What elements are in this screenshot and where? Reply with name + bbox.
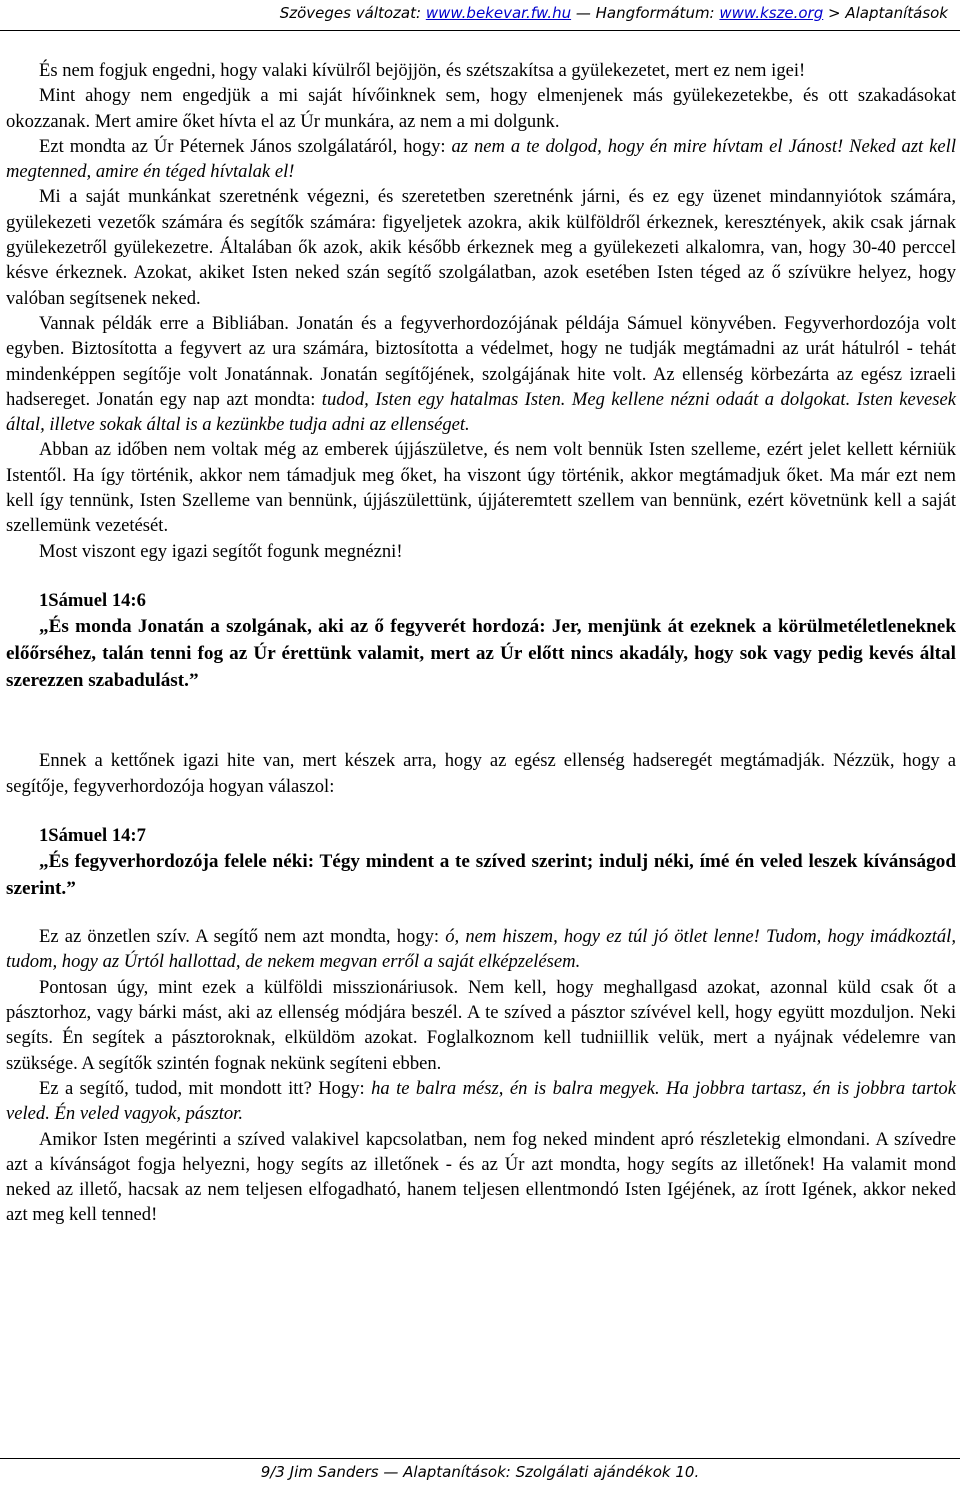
footer-rule [0, 1458, 960, 1459]
paragraph-11 [6, 1076, 956, 1127]
header-prefix: Szöveges változat: [279, 4, 426, 22]
page-header [0, 0, 960, 30]
paragraph-11-quote: ha te balra mész, én is balra megyek. Ha jobbra tartasz, én is jobbra tartok veled. Én veled vagyok, pásztor. [6, 1077, 956, 1125]
spacer [6, 694, 956, 748]
scripture-quote-1: „És monda Jonatán a szolgának, aki az ő fegyverét hordozá: Jer, menjünk át ezeknek a körülmetéletleneknek előőrséhez, talán tenni fog az Úr érettünk valamit, mert az Úr előtt nincs akadály, hogy sok vagy pedig kevés által szerezzen szabadulást.” [6, 616, 956, 692]
paragraph-1: És nem fogjuk engedni, hogy valaki kívülről bejöjjön, és szétszakítsa a gyülekezetet, mert ez nem igei! [39, 60, 806, 81]
scripture-quote-2: „És fegyverhordozója felele néki: Tégy mindent a te szíved szerint; indulj néki, ímé én veled leszek kívánságod szerint.” [6, 851, 956, 900]
paragraph-10: Pontosan úgy, mint ezek a külföldi misszionáriusok. Nem kell, hogy meghallgasd azokat, azonnal küld csak őt a pásztorhoz, vagy bárki mást, aki az ellenség módjára beszél. A te szíved a pásztor szívével kell, hogy együtt mozduljon. Neki segíts. Én segítek a pásztoroknak, elküldöm azokat. Foglalkoznom kell tudniillik velük, mert a nyájnak védelemre van szüksége. A segítők szintén fognak nekünk segíteni ebben. [6, 976, 956, 1074]
ksze-link[interactable]: www.ksze.org [719, 4, 824, 22]
paragraph-2: Mint ahogy nem engedjük a mi saját hívőinknek sem, hogy elmenjenek más gyülekezetekbe, és ott szakadásokat okozzanak. Mert amire őket hívta el az Úr munkára, az nem a mi dolgunk. [6, 85, 956, 132]
paragraph-9-text: Ez az önzetlen szív. A segítő nem azt mondta, hogy: [39, 926, 446, 948]
document-body [6, 58, 956, 1228]
paragraph-5 [6, 311, 956, 437]
paragraph-5-quote: tudod, Isten egy hatalmas Isten. Meg kellene nézni odaát a dolgokat. Isten kevesek által, illetve sokak által is a kezünkbe tudja adni az ellenséget. [6, 388, 956, 436]
paragraph-5-text: Vannak példák erre a Bibliában. Jonatán és a fegyverhordozójának példája Sámuel könyvében. Fegyverhordozója volt egyben. Biztosította a fegyvert az ura számára, biztosította a védelmet, hogy ne tudják megtámadni az urát hátulról - tehát mindenképpen segítője volt Jonatánnak. Jonatán segítőjének, szolgájának hite volt. Az ellenség körbezárta az egész izraeli hadsereget. Jonatán egy nap azt mondta: [6, 312, 956, 410]
paragraph-3-quote: az nem a te dolgod, hogy én mire hívtam el Jánost! Neked azt kell megtenned, amire én téged hívtalak el! [6, 135, 956, 183]
bekevar-link[interactable]: www.bekevar.fw.hu [425, 4, 572, 22]
paragraph-9 [6, 924, 956, 975]
page-footer [0, 1462, 960, 1482]
header-rule [0, 30, 960, 31]
paragraph-12: Amikor Isten megérinti a szíved valakivel kapcsolatban, nem fog neked mindent apró részletekig elmondani. A szívedre azt a kívánságot fogja helyezni, hogy segíts az illetőnek - és az Úr azt mondta, hogy segíts az illetőnek! Ha valamit mond neked az illető, hacsak az nem teljesen elfogadható, hanem teljesen ellentmondó Isten Igéjének, az írott Igének, akkor neked azt meg kell tenned! [6, 1128, 956, 1226]
scripture-ref-1: 1Sámuel 14:6 [39, 589, 146, 611]
paragraph-8: Ennek a kettőnek igazi hite van, mert készek arra, hogy az egész ellenség hadseregét megtámadják. Nézzük, hogy a segítője, fegyverhordozója hogyan válaszol: [6, 750, 956, 797]
paragraph-3-text: Ezt mondta az Úr Péternek János szolgálatáról, hogy: [39, 135, 452, 157]
paragraph-6: Abban az időben nem voltak még az emberek újjászületve, és nem volt bennük Isten szelleme, ezért jelet kellett kérniük Istentől. Ha így történik, akkor nem támadjuk meg őket, ha viszont úgy történik, akkor megtámadjuk őket. Ma már ezt nem kell így tennünk, Isten Szelleme van bennünk, újjászülettünk, újjáteremtett szellem van bennünk, ezért követnünk kell a saját szellemünk vezetését. [6, 439, 956, 537]
footer-text: 9/3 Jim Sanders — Alaptanítások: Szolgálati ajándékok 10. [260, 1463, 700, 1481]
paragraph-4: Mi a saját munkánkat szeretnénk végezni, és szeretetben szeretnénk járni, és ez egy üzenet mindannyiótok számára, gyülekezeti vezetők számára és segítők számára: figyeljetek azokra, akik külföldről érkeznek, keresztények, akik csak járnak gyülekezetről gyülekezetre. Általában ők azok, akik később érkeznek meg a gyülekezeti alkalomra, van, hogy 30-40 perccel késve érkeznek. Azokat, akiket Isten neked szán segítő szolgálatban, azok esetében Isten téged az ő szívükre helyez, hogy valóban segítsenek neked. [6, 186, 956, 309]
paragraph-7: Most viszont egy igazi segítőt fogunk megnézni! [39, 540, 403, 562]
spacer [6, 902, 956, 924]
paragraph-3 [6, 134, 956, 185]
header-middle: — Hangformátum: [571, 4, 720, 22]
paragraph-9-quote: ó, nem hiszem, hogy ez túl jó ötlet lenne! Tudom, hogy imádkoztál, tudom, hogy az Úrtól hallottad, de nekem megvan erről a saját elképzelésem. [6, 926, 956, 973]
scripture-ref-2: 1Sámuel 14:7 [39, 824, 146, 846]
header-suffix: > Alaptanítások [823, 4, 948, 22]
paragraph-11-text: Ez a segítő, tudod, mit mondott itt? Hogy: [39, 1077, 372, 1099]
